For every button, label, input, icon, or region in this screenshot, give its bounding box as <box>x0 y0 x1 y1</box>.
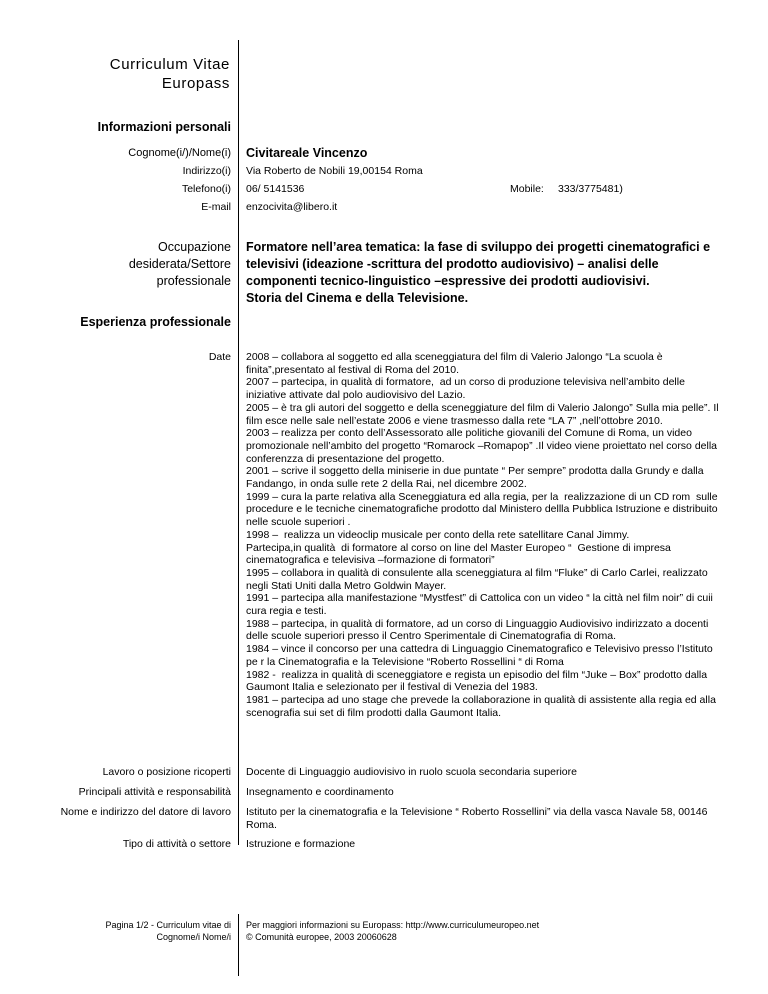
cv-title-line1: Curriculum Vitae <box>109 56 230 73</box>
cv-title-line2: Europass <box>161 75 230 92</box>
experience-line: 1988 – partecipa, in qualità di formatore, ad un corso di Linguaggio Audiovisivo indirizzato a docenti <box>246 617 709 630</box>
experience-line: 1982 - realizza in qualità di sceneggiatore e regista un episodio del film “Juke – Box” prodotto dalla <box>246 668 708 681</box>
experience-line: scenografia sui set di film prodotti dalla Gaumont Italia. <box>246 706 502 719</box>
experience-line: 2005 – è tra gli autori del soggetto e della sceneggiature del film di Valerio Jalongo” Sulla mia pelle”. Il <box>246 401 719 414</box>
experience-line: 2007 – partecipa, in qualità di formatore, ad un corso di produzione televisiva nell’ambito delle <box>246 376 685 389</box>
cv-title <box>110 55 230 93</box>
experience-line: promozionale nell’ambito del progetto “Romarock –Romapop” .Il video viene proiettato nel corso della <box>246 439 718 452</box>
occupation-value-line: televisivi (ideazione -scrittura del prodotto audiovisivo) – analisi delle <box>246 257 659 271</box>
email-label: E-mail <box>201 201 231 213</box>
employer-label: Nome e indirizzo del datore di lavoro <box>60 806 231 818</box>
experience-line: 1984 – vince il concorso per una cattedra di Linguaggio Cinematografico e Televisivo presso l’Istituto <box>246 643 713 656</box>
experience-heading: Esperienza professionale <box>80 315 231 329</box>
experience-line: finita”,presentato al festival di Roma del 2010. <box>246 363 460 376</box>
experience-line: negli Stati Uniti dalla Metro Goldwin Mayer. <box>246 579 447 592</box>
footer-europass-info <box>246 919 539 943</box>
occupation-value-line: Formatore nell’area tematica: la fase di sviluppo dei progetti cinematografici e <box>246 240 711 254</box>
occupation-label-line: Occupazione <box>158 240 231 254</box>
address-value: Via Roberto de Nobili 19,00154 Roma <box>246 165 423 177</box>
sector-value: Istruzione e formazione <box>246 838 356 850</box>
experience-line: 2003 – realizza per conto dell’Assessorato alle politiche giovanili del Comune di Roma, un video <box>246 427 692 440</box>
experience-line: cura regia e testi. <box>246 605 327 618</box>
experience-line: cinematografica e televisiva –formazione di formatori” <box>246 554 495 567</box>
experience-line: 2001 – scrive il soggetto della miniserie in due puntate “ Per sempre” prodotta dalla Grundy e dalla <box>246 465 704 478</box>
experience-line: 2008 – collabora al soggetto ed alla sceneggiatura del film di Valerio Jalongo “La scuola è <box>246 351 663 363</box>
experience-list <box>246 351 748 719</box>
experience-line: 1981 – partecipa ad uno stage che prevede la collaborazione in qualità di assistente alla regia ed alla <box>246 693 716 706</box>
experience-line: Fandango, in onda sulle rete 2 della Rai, nel dicembre 2002. <box>246 478 527 491</box>
experience-line: 1998 – realizza un videoclip musicale per conto della rete satellitare Canal Jimmy. <box>246 528 630 541</box>
footer-copyright: © Comunità europee, 2003 20060628 <box>246 932 397 942</box>
divider-line <box>238 40 239 845</box>
footer-europass-link[interactable]: Per maggiori informazioni su Europass: http://www.curriculumeuropeo.net <box>246 920 540 930</box>
position-value: Docente di Linguaggio audiovisivo in ruolo scuola secondaria superiore <box>246 766 577 778</box>
mobile-value: 333/3775481) <box>558 183 623 195</box>
experience-line: Partecipa,in qualità di formatore al corso on line del Master Europeo “ Gestione di impresa <box>246 541 671 554</box>
occupation-value <box>246 239 746 307</box>
experience-line: 1999 – cura la parte relativa alla Sceneggiatura ed alla regia, per la realizzazione di un CD rom sulle <box>246 490 718 503</box>
name-label: Cognome(i/)/Nome(i) <box>128 147 231 159</box>
experience-line: iniziative attivate dal polo audiovisivo del Lazio. <box>246 389 466 402</box>
footer-page-info <box>105 919 231 943</box>
address-label: Indirizzo(i) <box>182 165 231 177</box>
experience-line: delle scuole superiori presso il Centro Sperimentale di Cinematografia di Roma. <box>246 630 617 643</box>
experience-line: pe r la Cinematografia e la Televisione “Roberto Rossellini “ di Roma <box>246 655 564 668</box>
phone-label: Telefono(i) <box>181 183 231 195</box>
experience-line: 1991 – partecipa alla manifestazione “Mystfest” di Cattolica con un video “ la città nel film noir” di cuii <box>246 592 713 605</box>
personal-info-heading: Informazioni personali <box>97 120 231 134</box>
experience-line: film esce nelle sale nell’estate 2006 e viene trasmesso dalla rete “LA 7” ,nell’ottobre 2010. <box>246 414 663 427</box>
footer-page-line2: Cognome/i Nome/i <box>156 932 231 942</box>
activities-value: Insegnamento e coordinamento <box>246 786 394 798</box>
occupation-value-line: Storia del Cinema e della Televisione. <box>246 291 469 305</box>
occupation-value-line: componenti tecnico-linguistico –espressive dei prodotti audiovisivi. <box>246 274 650 288</box>
footer-page-line1: Pagina 1/2 - Curriculum vitae di <box>105 920 231 930</box>
occupation-label-line: desiderata/Settore <box>128 257 231 271</box>
experience-line: Gaumont Italia e selezionato per il festival di Venezia del 1983. <box>246 681 538 694</box>
employer-value-line1: Istituto per la cinematografia e la Televisione “ Roberto Rossellini” via della vasca Navale 58, 00146 <box>246 806 708 818</box>
footer-divider-line <box>238 914 239 976</box>
experience-line: procedure e le tecniche cinematografiche prodotto dal Ministero dellla Pubblica Istruzione e distribuito <box>246 503 718 516</box>
employer-value-line2: Roma. <box>246 819 277 831</box>
experience-line: nelle scuole superiori . <box>246 516 351 529</box>
phone-value: 06/ 5141536 <box>246 183 305 195</box>
experience-line: 1995 – collabora in qualità di consulente alla sceneggiatura al film “Fluke” di Carlo Carlei, realizzato <box>246 566 708 579</box>
sector-label: Tipo di attività o settore <box>122 838 231 850</box>
activities-label: Principali attività e responsabilità <box>78 786 231 798</box>
employer-value <box>246 806 707 832</box>
email-value: enzocivita@libero.it <box>246 201 338 213</box>
person-name: Civitareale Vincenzo <box>246 146 368 160</box>
occupation-label <box>129 239 231 290</box>
mobile-label: Mobile: <box>510 183 544 195</box>
position-label: Lavoro o posizione ricoperti <box>102 766 231 778</box>
experience-line: conferenzza di presentazione del progetto. <box>246 452 445 465</box>
occupation-label-line: professionale <box>156 274 231 288</box>
date-label: Date <box>208 351 231 363</box>
